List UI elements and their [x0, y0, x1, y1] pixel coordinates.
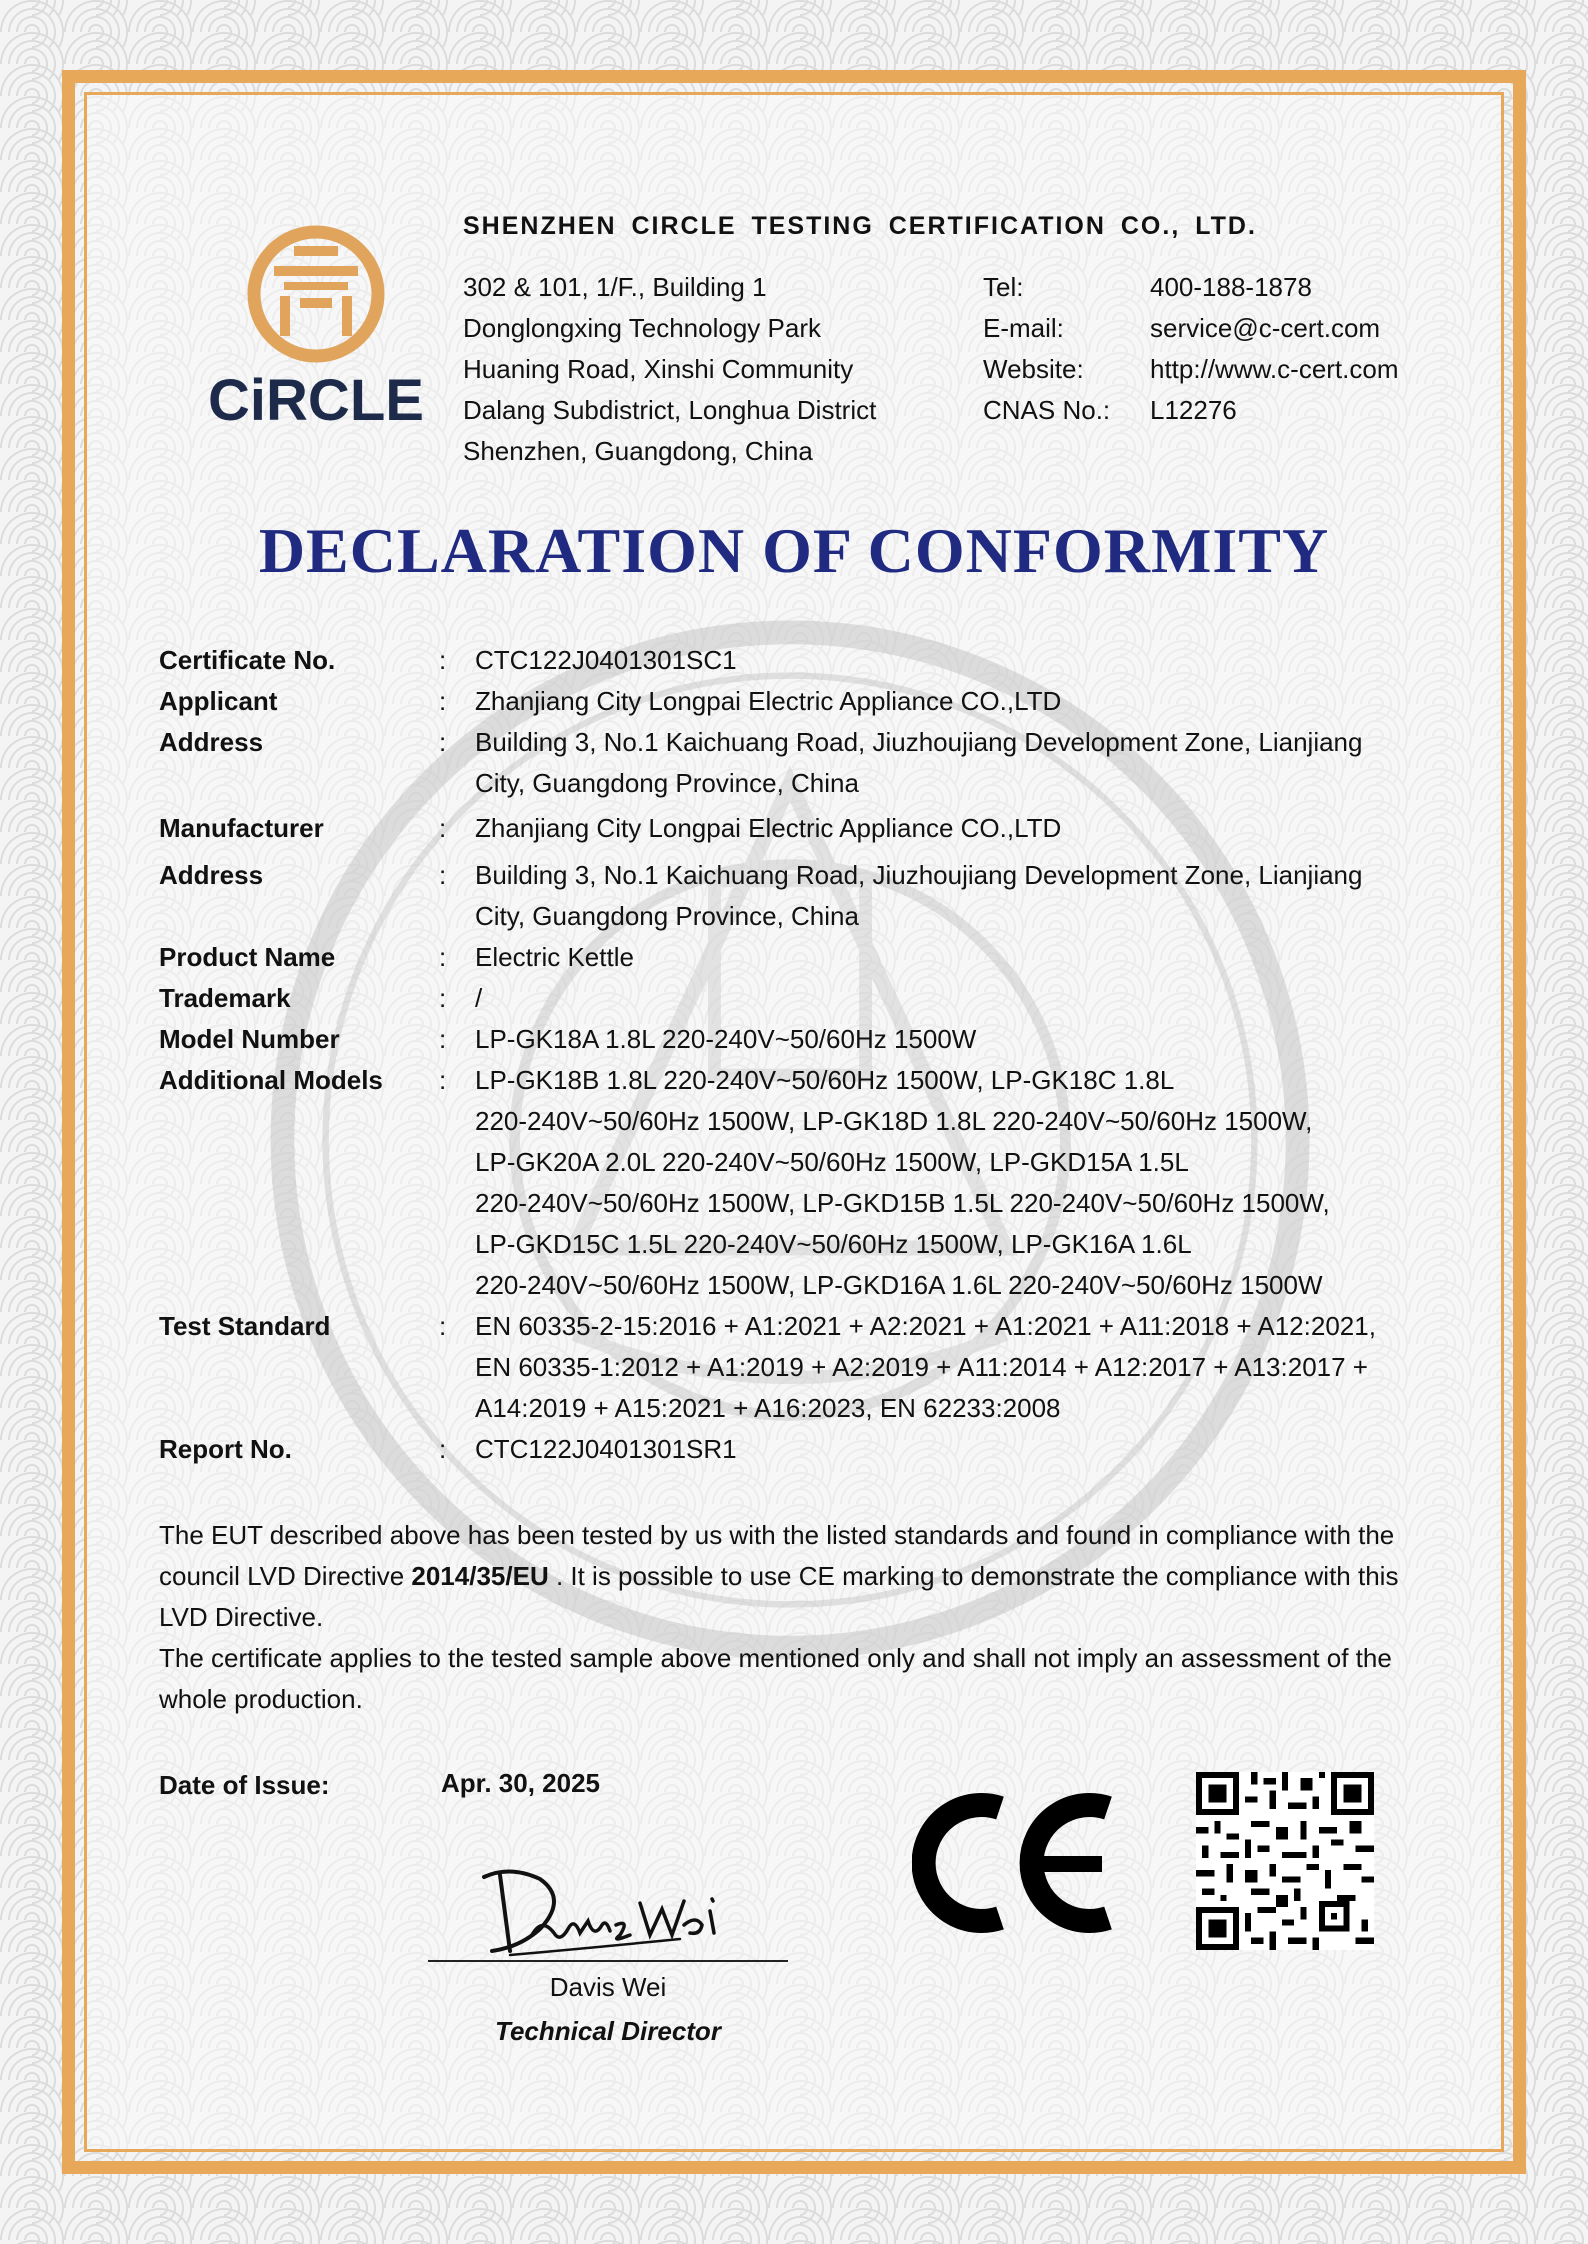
field-colon: : — [439, 1065, 447, 1095]
statement-text: The EUT described above has been tested by us with the listed standards and found in compliance with the council LVD Directive — [159, 1520, 1395, 1591]
contact-label: Website: — [983, 354, 1084, 384]
field-value: LP-GK18B 1.8L 220-240V~50/60Hz 1500W, LP-GK18C 1.8L 220-240V~50/60Hz 1500W, LP-GK18D 1.8L 220-240V~50/60Hz 1500W, LP-GK20A 2.0L 220-240V~50/60Hz 1500W, LP-GKD15A 1.5L 220-240V~50/60Hz 1500W, LP-GKD15B 1.5L 220-240V~50/60Hz 1500W, LP-GKD15C 1.5L 220-240V~50/60Hz 1500W, LP-GK16A 1.6L 220-240V~50/60Hz 1500W, LP-GKD16A 1.6L 220-240V~50/60Hz 1500W — [475, 1065, 1330, 1300]
contact-label: CNAS No.: — [983, 395, 1111, 425]
field-colon: : — [439, 1311, 447, 1341]
field-value: CTC122J0401301SC1 — [475, 645, 737, 675]
issue-date-value: Apr. 30, 2025 — [441, 1768, 600, 1798]
company-contacts — [983, 267, 1399, 431]
field-report-no — [159, 1429, 1449, 1470]
field-colon: : — [439, 942, 447, 972]
field-test-standard — [159, 1306, 1449, 1429]
document-title: DECLARATION OF CONFORMITY — [258, 515, 1330, 586]
contact-value: 400-188-1878 — [1150, 272, 1312, 302]
field-value: Building 3, No.1 Kaichuang Road, Jiuzhoujiang Development Zone, Lianjiang City, Guangdong Province, China — [475, 727, 1363, 798]
signatory-title: Technical Director — [495, 2016, 721, 2046]
field-label: Trademark — [159, 983, 291, 1013]
field-additional-models — [159, 1060, 1449, 1306]
field-model-number — [159, 1019, 1449, 1060]
directive-number: 2014/35/EU — [411, 1561, 549, 1591]
field-colon: : — [439, 813, 447, 843]
company-name: SHENZHEN CIRCLE TESTING CERTIFICATION CO., LTD. — [463, 212, 1257, 240]
field-label: Additional Models — [159, 1065, 383, 1095]
field-label: Report No. — [159, 1434, 292, 1464]
field-colon: : — [439, 1024, 447, 1054]
certificate-fields — [159, 640, 1449, 1470]
field-label: Test Standard — [159, 1311, 331, 1341]
field-label: Model Number — [159, 1024, 340, 1054]
field-label: Applicant — [159, 686, 278, 716]
field-manufacturer — [159, 808, 1449, 849]
field-label: Address — [159, 860, 264, 890]
field-label: Product Name — [159, 942, 336, 972]
company-address — [463, 267, 876, 472]
contact-value: http://www.c-cert.com — [1150, 354, 1399, 384]
field-trademark — [159, 978, 1449, 1019]
field-colon: : — [439, 727, 447, 757]
field-label: Certificate No. — [159, 645, 336, 675]
address-line: Donglongxing Technology Park — [463, 313, 821, 343]
signature-line — [428, 1960, 788, 1962]
contact-label: Tel: — [983, 272, 1024, 302]
contact-tel — [983, 267, 1399, 308]
address-line: Huaning Road, Xinshi Community — [463, 354, 854, 384]
statement-paragraph: The certificate applies to the tested sample above mentioned only and shall not imply an assessment of the whole production. — [159, 1643, 1392, 1714]
issue-date-label: Date of Issue: — [159, 1770, 330, 1800]
contact-email — [983, 308, 1399, 349]
field-value: LP-GK18A 1.8L 220-240V~50/60Hz 1500W — [475, 1024, 977, 1054]
statement-paragraph — [159, 1515, 1449, 1638]
statement-text: . It is possible to use CE marking to demonstrate the compliance with this LVD Directive. — [159, 1561, 1399, 1632]
field-value: Zhanjiang City Longpai Electric Appliance CO.,LTD — [475, 813, 1062, 843]
address-line: Dalang Subdistrict, Longhua District — [463, 395, 877, 425]
contact-label: E-mail: — [983, 313, 1064, 343]
field-applicant-address — [159, 722, 1449, 804]
address-line: 302 & 101, 1/F., Building 1 — [463, 272, 767, 302]
circle-logo-icon — [196, 208, 436, 428]
field-colon: : — [439, 686, 447, 716]
field-value: Building 3, No.1 Kaichuang Road, Jiuzhoujiang Development Zone, Lianjiang City, Guangdong Province, China — [475, 860, 1363, 931]
field-value: / — [475, 983, 483, 1013]
ce-mark-icon — [912, 1786, 1126, 1940]
contact-website — [983, 349, 1399, 390]
field-value: EN 60335-2-15:2016 + A1:2021 + A2:2021 + A1:2021 + A11:2018 + A12:2021, EN 60335-1:2012 + A1:2019 + A2:2019 + A11:2014 + A12:2017 + A13:2017 + A14:2019 + A15:2021 + A16:2023, EN 62233:2008 — [475, 1311, 1376, 1423]
field-value: Zhanjiang City Longpai Electric Appliance CO.,LTD — [475, 686, 1062, 716]
field-label: Manufacturer — [159, 813, 324, 843]
field-colon: : — [439, 860, 447, 890]
field-label: Address — [159, 727, 264, 757]
field-colon: : — [439, 645, 447, 675]
contact-cnas — [983, 390, 1399, 431]
address-line: Shenzhen, Guangdong, China — [463, 436, 813, 466]
signatory-name: Davis Wei — [549, 1972, 667, 2002]
field-certificate-no — [159, 640, 1449, 681]
field-colon: : — [439, 1434, 447, 1464]
logo-wordmark: CiRCLE — [208, 368, 424, 428]
handwritten-signature-icon — [470, 1855, 730, 1965]
field-product-name — [159, 937, 1449, 978]
qr-code-icon — [1196, 1772, 1374, 1950]
field-applicant — [159, 681, 1449, 722]
compliance-statement — [159, 1515, 1449, 1720]
field-manufacturer-address — [159, 855, 1449, 937]
contact-value: L12276 — [1150, 395, 1237, 425]
field-value: CTC122J0401301SR1 — [475, 1434, 737, 1464]
field-colon: : — [439, 983, 447, 1013]
contact-value: service@c-cert.com — [1150, 313, 1381, 343]
field-value: Electric Kettle — [475, 942, 634, 972]
